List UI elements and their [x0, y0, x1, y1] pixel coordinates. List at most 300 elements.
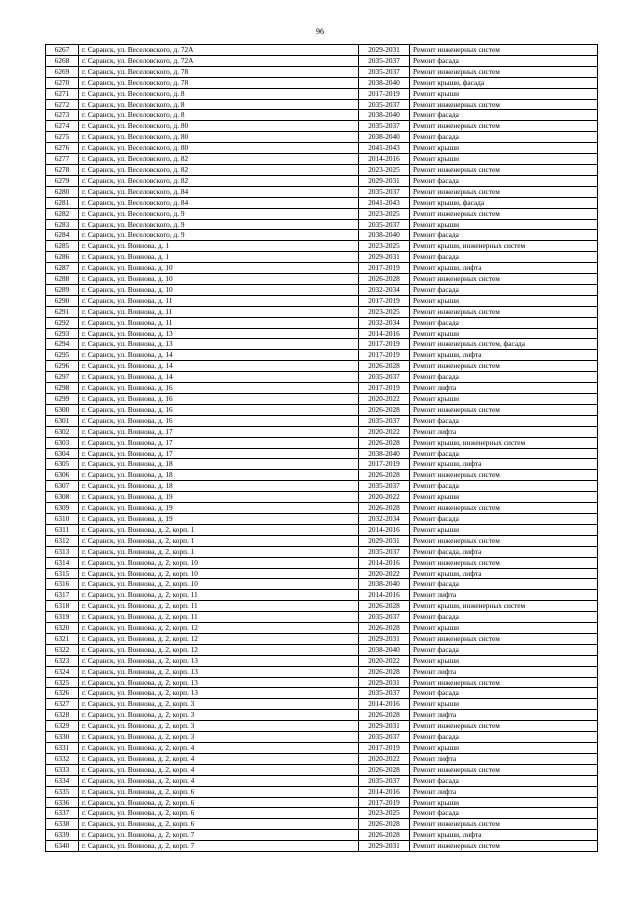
- cell-work-type: Ремонт инженерных систем: [410, 66, 598, 77]
- cell-row-number: 6284: [46, 230, 79, 241]
- table-row: [46, 557, 598, 568]
- cell-address: г. Саранск, ул. Веселовского, д. 9: [79, 230, 359, 241]
- cell-address: г. Саранск, ул. Веселовского, д. 84: [79, 186, 359, 197]
- cell-row-number: 6272: [46, 99, 79, 110]
- cell-period: 2026-2028: [359, 404, 410, 415]
- table-row: [46, 383, 598, 394]
- cell-work-type: Ремонт фасада: [410, 132, 598, 143]
- cell-address: г. Саранск, ул. Воинова, д. 17: [79, 437, 359, 448]
- cell-row-number: 6334: [46, 775, 79, 786]
- cell-period: 2035-2037: [359, 732, 410, 743]
- cell-address: г. Саранск, ул. Воинова, д. 2, корп. 11: [79, 590, 359, 601]
- cell-period: 2035-2037: [359, 688, 410, 699]
- cell-row-number: 6312: [46, 535, 79, 546]
- table-row: [46, 186, 598, 197]
- cell-period: 2020-2022: [359, 753, 410, 764]
- cell-row-number: 6325: [46, 677, 79, 688]
- cell-address: г. Саранск, ул. Веселовского, д. 9: [79, 208, 359, 219]
- cell-address: г. Саранск, ул. Воинова, д. 1: [79, 241, 359, 252]
- table-row: [46, 143, 598, 154]
- cell-row-number: 6276: [46, 143, 79, 154]
- cell-period: 2017-2019: [359, 459, 410, 470]
- table-row: [46, 426, 598, 437]
- cell-period: 2014-2016: [359, 557, 410, 568]
- table-row: [46, 633, 598, 644]
- table-row: [46, 688, 598, 699]
- cell-row-number: 6309: [46, 503, 79, 514]
- table-row: [46, 77, 598, 88]
- table-row: [46, 437, 598, 448]
- cell-period: 2014-2016: [359, 524, 410, 535]
- cell-address: г. Саранск, ул. Воинова, д. 10: [79, 263, 359, 274]
- cell-work-type: Ремонт фасада: [410, 612, 598, 623]
- cell-row-number: 6267: [46, 45, 79, 56]
- cell-work-type: Ремонт инженерных систем, фасада: [410, 339, 598, 350]
- cell-row-number: 6303: [46, 437, 79, 448]
- cell-period: 2038-2040: [359, 230, 410, 241]
- cell-work-type: Ремонт крыши, лифта: [410, 350, 598, 361]
- cell-row-number: 6317: [46, 590, 79, 601]
- table-row: [46, 88, 598, 99]
- table-row: [46, 546, 598, 557]
- cell-row-number: 6304: [46, 448, 79, 459]
- cell-row-number: 6274: [46, 121, 79, 132]
- cell-period: 2020-2022: [359, 655, 410, 666]
- cell-row-number: 6328: [46, 710, 79, 721]
- cell-address: г. Саранск, ул. Веселовского, д. 9: [79, 219, 359, 230]
- cell-period: 2017-2019: [359, 295, 410, 306]
- cell-row-number: 6338: [46, 819, 79, 830]
- cell-period: 2029-2031: [359, 841, 410, 852]
- cell-row-number: 6286: [46, 252, 79, 263]
- cell-address: г. Саранск, ул. Воинова, д. 16: [79, 415, 359, 426]
- cell-address: г. Саранск, ул. Воинова, д. 19: [79, 503, 359, 514]
- cell-row-number: 6288: [46, 274, 79, 285]
- cell-work-type: Ремонт крыши, фасада: [410, 77, 598, 88]
- cell-work-type: Ремонт фасада: [410, 252, 598, 263]
- cell-row-number: 6289: [46, 284, 79, 295]
- table-row: [46, 503, 598, 514]
- cell-work-type: Ремонт инженерных систем: [410, 721, 598, 732]
- table-row: [46, 743, 598, 754]
- cell-work-type: Ремонт лифта: [410, 786, 598, 797]
- cell-work-type: Ремонт крыши: [410, 623, 598, 634]
- cell-row-number: 6282: [46, 208, 79, 219]
- table-row: [46, 666, 598, 677]
- cell-address: г. Саранск, ул. Воинова, д. 2, корп. 6: [79, 819, 359, 830]
- cell-address: г. Саранск, ул. Воинова, д. 2, корп. 4: [79, 743, 359, 754]
- table-row: [46, 623, 598, 634]
- table-row: [46, 492, 598, 503]
- cell-address: г. Саранск, ул. Воинова, д. 14: [79, 372, 359, 383]
- cell-period: 2017-2019: [359, 339, 410, 350]
- cell-row-number: 6271: [46, 88, 79, 99]
- cell-period: 2026-2028: [359, 710, 410, 721]
- table-row: [46, 154, 598, 165]
- table-row: [46, 99, 598, 110]
- table-row: [46, 470, 598, 481]
- cell-address: г. Саранск, ул. Воинова, д. 2, корп. 7: [79, 841, 359, 852]
- cell-address: г. Саранск, ул. Воинова, д. 2, корп. 10: [79, 568, 359, 579]
- table-row: [46, 819, 598, 830]
- cell-period: 2041-2043: [359, 197, 410, 208]
- cell-row-number: 6283: [46, 219, 79, 230]
- cell-address: г. Саранск, ул. Воинова, д. 13: [79, 339, 359, 350]
- cell-period: 2032-2034: [359, 317, 410, 328]
- cell-period: 2020-2022: [359, 394, 410, 405]
- cell-period: 2029-2031: [359, 721, 410, 732]
- cell-address: г. Саранск, ул. Воинова, д. 2, корп. 1: [79, 524, 359, 535]
- cell-address: г. Саранск, ул. Воинова, д. 18: [79, 459, 359, 470]
- cell-row-number: 6278: [46, 164, 79, 175]
- cell-work-type: Ремонт инженерных систем: [410, 841, 598, 852]
- table-row: [46, 55, 598, 66]
- table-row: [46, 45, 598, 56]
- cell-address: г. Саранск, ул. Воинова, д. 10: [79, 274, 359, 285]
- table-row: [46, 274, 598, 285]
- cell-address: г. Саранск, ул. Воинова, д. 2, корп. 4: [79, 764, 359, 775]
- cell-period: 2017-2019: [359, 263, 410, 274]
- table-row: [46, 655, 598, 666]
- cell-row-number: 6324: [46, 666, 79, 677]
- cell-period: 2041-2043: [359, 143, 410, 154]
- cell-period: 2026-2028: [359, 623, 410, 634]
- cell-address: г. Саранск, ул. Воинова, д. 14: [79, 361, 359, 372]
- cell-period: 2035-2037: [359, 186, 410, 197]
- cell-address: г. Саранск, ул. Веселовского, д. 84: [79, 197, 359, 208]
- table-row: [46, 481, 598, 492]
- cell-period: 2035-2037: [359, 219, 410, 230]
- cell-row-number: 6285: [46, 241, 79, 252]
- table-row: [46, 459, 598, 470]
- cell-work-type: Ремонт инженерных систем: [410, 361, 598, 372]
- table-row: [46, 219, 598, 230]
- cell-period: 2035-2037: [359, 66, 410, 77]
- cell-address: г. Саранск, ул. Воинова, д. 2, корп. 6: [79, 786, 359, 797]
- cell-row-number: 6287: [46, 263, 79, 274]
- cell-address: г. Саранск, ул. Воинова, д. 10: [79, 284, 359, 295]
- cell-period: 2038-2040: [359, 579, 410, 590]
- cell-address: г. Саранск, ул. Воинова, д. 19: [79, 513, 359, 524]
- cell-address: г. Саранск, ул. Воинова, д. 2, корп. 6: [79, 797, 359, 808]
- cell-address: г. Саранск, ул. Воинова, д. 2, корп. 10: [79, 557, 359, 568]
- cell-work-type: Ремонт крыши, инженерных систем: [410, 437, 598, 448]
- cell-work-type: Ремонт крыши: [410, 743, 598, 754]
- cell-row-number: 6273: [46, 110, 79, 121]
- cell-work-type: Ремонт инженерных систем: [410, 470, 598, 481]
- cell-address: г. Саранск, ул. Воинова, д. 18: [79, 481, 359, 492]
- cell-row-number: 6300: [46, 404, 79, 415]
- table-row: [46, 110, 598, 121]
- cell-row-number: 6318: [46, 601, 79, 612]
- cell-address: г. Саранск, ул. Воинова, д. 2, корп. 12: [79, 644, 359, 655]
- cell-row-number: 6302: [46, 426, 79, 437]
- table-row: [46, 361, 598, 372]
- cell-period: 2023-2025: [359, 241, 410, 252]
- cell-period: 2026-2028: [359, 503, 410, 514]
- cell-address: г. Саранск, ул. Воинова, д. 2, корп. 3: [79, 732, 359, 743]
- cell-work-type: Ремонт инженерных систем: [410, 208, 598, 219]
- cell-address: г. Саранск, ул. Воинова, д. 16: [79, 394, 359, 405]
- cell-period: 2035-2037: [359, 99, 410, 110]
- cell-work-type: Ремонт фасада: [410, 284, 598, 295]
- cell-work-type: Ремонт инженерных систем: [410, 557, 598, 568]
- cell-row-number: 6305: [46, 459, 79, 470]
- cell-period: 2035-2037: [359, 415, 410, 426]
- cell-period: 2014-2016: [359, 328, 410, 339]
- cell-work-type: Ремонт инженерных систем: [410, 274, 598, 285]
- cell-work-type: Ремонт крыши: [410, 295, 598, 306]
- cell-work-type: Ремонт лифта: [410, 710, 598, 721]
- cell-work-type: Ремонт инженерных систем: [410, 677, 598, 688]
- cell-work-type: Ремонт крыши, фасада: [410, 197, 598, 208]
- table-row: [46, 699, 598, 710]
- cell-period: 2017-2019: [359, 350, 410, 361]
- cell-row-number: 6292: [46, 317, 79, 328]
- table-row: [46, 241, 598, 252]
- cell-period: 2014-2016: [359, 786, 410, 797]
- cell-work-type: Ремонт фасада: [410, 732, 598, 743]
- cell-period: 2029-2031: [359, 677, 410, 688]
- cell-period: 2020-2022: [359, 426, 410, 437]
- repair-schedule-table: [45, 44, 598, 852]
- table-row: [46, 786, 598, 797]
- cell-address: г. Саранск, ул. Воинова, д. 14: [79, 350, 359, 361]
- cell-work-type: Ремонт инженерных систем: [410, 186, 598, 197]
- cell-address: г. Саранск, ул. Веселовского, д. 8: [79, 110, 359, 121]
- table-row: [46, 339, 598, 350]
- cell-period: 2035-2037: [359, 372, 410, 383]
- cell-work-type: Ремонт крыши: [410, 797, 598, 808]
- cell-work-type: Ремонт крыши: [410, 655, 598, 666]
- cell-work-type: Ремонт крыши: [410, 328, 598, 339]
- cell-row-number: 6308: [46, 492, 79, 503]
- cell-period: 2029-2031: [359, 175, 410, 186]
- table-row: [46, 132, 598, 143]
- cell-address: г. Саранск, ул. Веселовского, д. 82: [79, 164, 359, 175]
- table-row: [46, 830, 598, 841]
- cell-period: 2023-2025: [359, 164, 410, 175]
- cell-row-number: 6319: [46, 612, 79, 623]
- cell-row-number: 6331: [46, 743, 79, 754]
- cell-row-number: 6320: [46, 623, 79, 634]
- cell-row-number: 6301: [46, 415, 79, 426]
- cell-period: 2026-2028: [359, 361, 410, 372]
- cell-period: 2029-2031: [359, 633, 410, 644]
- cell-address: г. Саранск, ул. Веселовского, д. 8: [79, 99, 359, 110]
- table-row: [46, 208, 598, 219]
- cell-row-number: 6327: [46, 699, 79, 710]
- table-row: [46, 535, 598, 546]
- cell-work-type: Ремонт крыши, лифта: [410, 568, 598, 579]
- cell-address: г. Саранск, ул. Воинова, д. 2, корп. 13: [79, 688, 359, 699]
- cell-work-type: Ремонт инженерных систем: [410, 503, 598, 514]
- cell-work-type: Ремонт фасада: [410, 688, 598, 699]
- cell-row-number: 6269: [46, 66, 79, 77]
- cell-period: 2026-2028: [359, 819, 410, 830]
- cell-address: г. Саранск, ул. Воинова, д. 2, корп. 10: [79, 579, 359, 590]
- cell-address: г. Саранск, ул. Веселовского, д. 80: [79, 143, 359, 154]
- cell-work-type: Ремонт крыши: [410, 492, 598, 503]
- cell-address: г. Саранск, ул. Веселовского, д. 78: [79, 66, 359, 77]
- cell-row-number: 6321: [46, 633, 79, 644]
- cell-row-number: 6337: [46, 808, 79, 819]
- table-row: [46, 230, 598, 241]
- cell-work-type: Ремонт инженерных систем: [410, 306, 598, 317]
- cell-period: 2032-2034: [359, 284, 410, 295]
- cell-address: г. Саранск, ул. Воинова, д. 2, корп. 6: [79, 808, 359, 819]
- table-row: [46, 372, 598, 383]
- cell-address: г. Саранск, ул. Веселовского, д. 80: [79, 132, 359, 143]
- table-row: [46, 404, 598, 415]
- cell-work-type: Ремонт инженерных систем: [410, 164, 598, 175]
- table-row: [46, 306, 598, 317]
- cell-work-type: Ремонт крыши, лифта: [410, 830, 598, 841]
- cell-address: г. Саранск, ул. Воинова, д. 17: [79, 426, 359, 437]
- table-row: [46, 328, 598, 339]
- cell-address: г. Саранск, ул. Воинова, д. 2, корп. 7: [79, 830, 359, 841]
- cell-work-type: Ремонт фасада: [410, 372, 598, 383]
- cell-work-type: Ремонт крыши: [410, 699, 598, 710]
- cell-row-number: 6314: [46, 557, 79, 568]
- cell-work-type: Ремонт крыши: [410, 524, 598, 535]
- table-row: [46, 590, 598, 601]
- cell-address: г. Саранск, ул. Веселовского, д. 80: [79, 121, 359, 132]
- cell-period: 2026-2028: [359, 274, 410, 285]
- cell-row-number: 6316: [46, 579, 79, 590]
- cell-work-type: Ремонт инженерных систем: [410, 633, 598, 644]
- cell-address: г. Саранск, ул. Воинова, д. 2, корп. 1: [79, 535, 359, 546]
- cell-row-number: 6315: [46, 568, 79, 579]
- cell-address: г. Саранск, ул. Воинова, д. 11: [79, 306, 359, 317]
- table-row: [46, 284, 598, 295]
- cell-work-type: Ремонт инженерных систем: [410, 535, 598, 546]
- cell-work-type: Ремонт фасада: [410, 579, 598, 590]
- cell-row-number: 6332: [46, 753, 79, 764]
- cell-address: г. Саранск, ул. Веселовского, д. 8: [79, 88, 359, 99]
- cell-address: г. Саранск, ул. Воинова, д. 2, корп. 11: [79, 612, 359, 623]
- cell-address: г. Саранск, ул. Воинова, д. 2, корп. 3: [79, 699, 359, 710]
- cell-address: г. Саранск, ул. Веселовского, д. 72А: [79, 55, 359, 66]
- cell-period: 2026-2028: [359, 666, 410, 677]
- cell-period: 2014-2016: [359, 699, 410, 710]
- cell-period: 2023-2025: [359, 208, 410, 219]
- cell-address: г. Саранск, ул. Воинова, д. 11: [79, 317, 359, 328]
- table-row: [46, 524, 598, 535]
- table-row: [46, 121, 598, 132]
- cell-row-number: 6339: [46, 830, 79, 841]
- cell-work-type: Ремонт фасада: [410, 644, 598, 655]
- cell-work-type: Ремонт фасада: [410, 110, 598, 121]
- cell-row-number: 6313: [46, 546, 79, 557]
- cell-period: 2035-2037: [359, 612, 410, 623]
- cell-work-type: Ремонт фасада: [410, 55, 598, 66]
- cell-period: 2026-2028: [359, 437, 410, 448]
- table-row: [46, 448, 598, 459]
- cell-row-number: 6336: [46, 797, 79, 808]
- cell-row-number: 6277: [46, 154, 79, 165]
- cell-row-number: 6299: [46, 394, 79, 405]
- cell-work-type: Ремонт крыши: [410, 143, 598, 154]
- table-row: [46, 797, 598, 808]
- cell-address: г. Саранск, ул. Веселовского, д. 72А: [79, 45, 359, 56]
- cell-row-number: 6329: [46, 721, 79, 732]
- table-row: [46, 612, 598, 623]
- table-row: [46, 568, 598, 579]
- cell-period: 2020-2022: [359, 568, 410, 579]
- cell-work-type: Ремонт крыши: [410, 219, 598, 230]
- table-row: [46, 513, 598, 524]
- cell-period: 2032-2034: [359, 513, 410, 524]
- cell-work-type: Ремонт фасада: [410, 448, 598, 459]
- cell-address: г. Саранск, ул. Веселовского, д. 78: [79, 77, 359, 88]
- cell-row-number: 6323: [46, 655, 79, 666]
- cell-period: 2017-2019: [359, 797, 410, 808]
- table-row: [46, 317, 598, 328]
- cell-period: 2017-2019: [359, 88, 410, 99]
- cell-row-number: 6297: [46, 372, 79, 383]
- table-row: [46, 721, 598, 732]
- table-row: [46, 601, 598, 612]
- cell-period: 2026-2028: [359, 601, 410, 612]
- cell-address: г. Саранск, ул. Воинова, д. 2, корп. 13: [79, 666, 359, 677]
- cell-work-type: Ремонт фасада: [410, 775, 598, 786]
- cell-period: 2017-2019: [359, 383, 410, 394]
- cell-work-type: Ремонт крыши, лифта: [410, 459, 598, 470]
- cell-row-number: 6296: [46, 361, 79, 372]
- table-row: [46, 197, 598, 208]
- cell-work-type: Ремонт лифта: [410, 590, 598, 601]
- table-row: [46, 677, 598, 688]
- page-number: 96: [316, 27, 324, 36]
- table-row: [46, 808, 598, 819]
- cell-row-number: 6270: [46, 77, 79, 88]
- cell-work-type: Ремонт фасада: [410, 481, 598, 492]
- cell-row-number: 6330: [46, 732, 79, 743]
- table-row: [46, 252, 598, 263]
- cell-address: г. Саранск, ул. Воинова, д. 13: [79, 328, 359, 339]
- cell-period: 2020-2022: [359, 492, 410, 503]
- cell-row-number: 6294: [46, 339, 79, 350]
- cell-period: 2026-2028: [359, 764, 410, 775]
- cell-period: 2038-2040: [359, 132, 410, 143]
- cell-work-type: Ремонт инженерных систем: [410, 404, 598, 415]
- cell-address: г. Саранск, ул. Воинова, д. 1: [79, 252, 359, 263]
- cell-period: 2014-2016: [359, 590, 410, 601]
- table-row: [46, 644, 598, 655]
- table-row: [46, 764, 598, 775]
- cell-period: 2038-2040: [359, 77, 410, 88]
- cell-work-type: Ремонт фасада: [410, 513, 598, 524]
- cell-period: 2023-2025: [359, 306, 410, 317]
- cell-address: г. Саранск, ул. Воинова, д. 2, корп. 3: [79, 721, 359, 732]
- cell-work-type: Ремонт крыши, инженерных систем: [410, 241, 598, 252]
- cell-address: г. Саранск, ул. Воинова, д. 2, корп. 3: [79, 710, 359, 721]
- cell-period: 2035-2037: [359, 546, 410, 557]
- cell-work-type: Ремонт лифта: [410, 753, 598, 764]
- cell-address: г. Саранск, ул. Воинова, д. 2, корп. 12: [79, 633, 359, 644]
- table-row: [46, 753, 598, 764]
- cell-work-type: Ремонт крыши: [410, 154, 598, 165]
- cell-address: г. Саранск, ул. Воинова, д. 18: [79, 470, 359, 481]
- cell-work-type: Ремонт инженерных систем: [410, 45, 598, 56]
- cell-period: 2038-2040: [359, 448, 410, 459]
- cell-work-type: Ремонт лифта: [410, 426, 598, 437]
- cell-period: 2029-2031: [359, 252, 410, 263]
- cell-row-number: 6298: [46, 383, 79, 394]
- cell-row-number: 6275: [46, 132, 79, 143]
- cell-row-number: 6322: [46, 644, 79, 655]
